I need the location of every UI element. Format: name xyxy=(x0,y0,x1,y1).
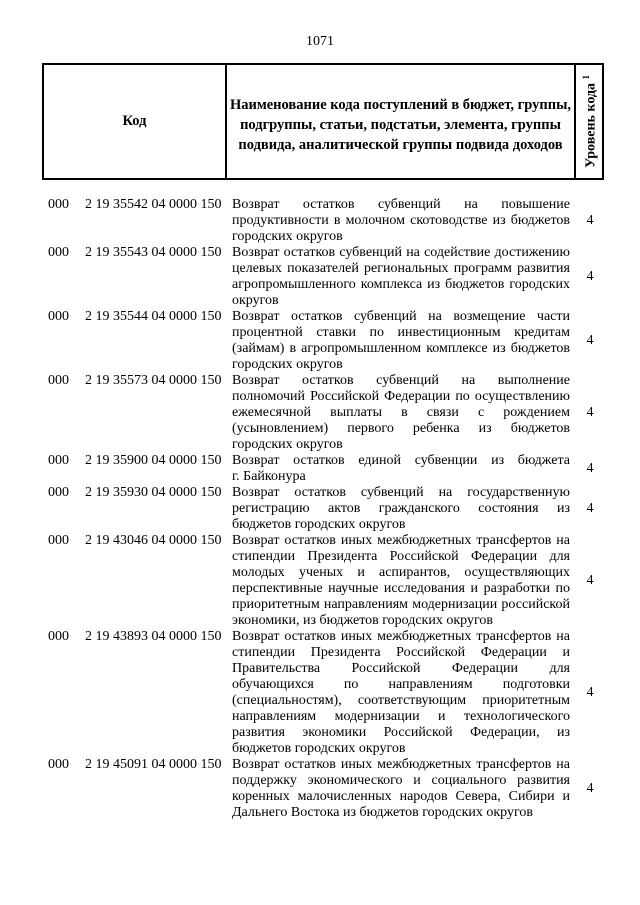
description-line: направлениям модернизации и технологического xyxy=(232,709,570,724)
header-level-text: Уровень кода xyxy=(583,83,599,168)
description-line: Возврат остатков иных межбюджетных трансфертов на xyxy=(232,757,570,772)
page-number: 1071 xyxy=(306,34,334,49)
level-cell: 4 xyxy=(586,461,594,476)
revenue-code-cell: 2 19 35543 04 0000 150 xyxy=(85,245,222,260)
description-line: (специальностям), соответствующим приоритетным xyxy=(232,693,570,708)
description-line: ежемесячной выплаты в связи с рождением xyxy=(232,405,570,420)
table-row xyxy=(42,453,604,485)
admin-code-cell: 000 xyxy=(48,373,69,388)
description-line: Возврат остатков субвенций на выполнение xyxy=(232,373,570,388)
admin-code-cell: 000 xyxy=(48,485,69,500)
description-line: стипендии Президента Российской Федерации и xyxy=(232,645,570,660)
description-line: бюджетов городских округов xyxy=(232,741,406,756)
header-name-line: Наименование кода поступлений в бюджет, группы, xyxy=(229,96,572,113)
admin-code-cell: 000 xyxy=(48,245,69,260)
table-row xyxy=(42,629,604,757)
revenue-code-cell: 2 19 35573 04 0000 150 xyxy=(85,373,222,388)
table-body xyxy=(42,197,604,821)
description-cell xyxy=(227,309,576,373)
description-line: Возврат остатков иных межбюджетных трансфертов на xyxy=(232,629,570,644)
header-level-label xyxy=(578,75,600,168)
description-line: перспективные научные исследования и разработки по xyxy=(232,581,570,596)
header-name-label xyxy=(227,65,576,178)
admin-code-cell: 000 xyxy=(48,197,69,212)
description-line: городских округов xyxy=(232,357,343,372)
level-cell: 4 xyxy=(586,685,594,700)
level-cell: 4 xyxy=(586,213,594,228)
admin-code-cell: 000 xyxy=(48,309,69,324)
description-line: Возврат остатков субвенций на содействие достижению xyxy=(232,245,570,260)
description-line: Правительства Российской Федерации для xyxy=(232,661,570,676)
description-cell xyxy=(227,197,576,245)
description-line: развития экономики Российской Федерации, из xyxy=(232,725,570,740)
description-line: молодых ученых и аспирантов, осуществляющих xyxy=(232,565,570,580)
revenue-code-cell: 2 19 35900 04 0000 150 xyxy=(85,453,222,468)
header-level-footnote: 1 xyxy=(581,75,592,80)
description-line: Возврат остатков иных межбюджетных трансфертов на xyxy=(232,533,570,548)
description-line: целевых показателей региональных программ развития xyxy=(232,261,570,276)
description-line: приоритетным направлениям модернизации российской xyxy=(232,597,570,612)
revenue-code-cell: 2 19 43046 04 0000 150 xyxy=(85,533,222,548)
description-line: экономики, из бюджетов городских округов xyxy=(232,613,493,628)
revenue-code-cell: 2 19 35930 04 0000 150 xyxy=(85,485,222,500)
revenue-code-cell: 2 19 45091 04 0000 150 xyxy=(85,757,222,772)
level-cell: 4 xyxy=(586,781,594,796)
table-row xyxy=(42,485,604,533)
description-line: г. Байконура xyxy=(232,469,306,484)
description-cell xyxy=(227,757,576,821)
description-line: Возврат остатков субвенций на государственную xyxy=(232,485,570,500)
table-header xyxy=(42,63,604,180)
description-line: процентной ставки по инвестиционным кредитам xyxy=(232,325,570,340)
description-line: Возврат остатков субвенций на повышение xyxy=(232,197,570,212)
description-line: городских округов xyxy=(232,229,343,244)
header-name-line: подгруппы, статьи, подстатьи, элемента, группы xyxy=(240,116,561,133)
admin-code-cell: 000 xyxy=(48,629,69,644)
revenue-code-cell: 2 19 43893 04 0000 150 xyxy=(85,629,222,644)
description-cell xyxy=(227,533,576,629)
description-line: поддержку экономического и социального развития xyxy=(232,773,570,788)
admin-code-cell: 000 xyxy=(48,453,69,468)
table-row xyxy=(42,245,604,309)
description-cell xyxy=(227,453,576,485)
description-line: Дальнего Востока из бюджетов городских округов xyxy=(232,805,533,820)
level-cell: 4 xyxy=(586,269,594,284)
description-line: (усыновлением) первого ребенка из бюджетов xyxy=(232,421,570,436)
description-cell xyxy=(227,373,576,453)
description-line: обучающихся по направлениям подготовки xyxy=(232,677,570,692)
level-cell: 4 xyxy=(586,501,594,516)
description-line: городских округов xyxy=(232,437,343,452)
description-line: Возврат остатков субвенций на возмещение части xyxy=(232,309,570,324)
description-cell xyxy=(227,629,576,757)
header-name-line: подвида, аналитической группы подвида доходов xyxy=(238,136,563,153)
description-line: полномочий Российской Федерации по осуществлению xyxy=(232,389,570,404)
description-line: продуктивности в молочном скотоводстве из бюджетов xyxy=(232,213,570,228)
level-cell: 4 xyxy=(586,573,594,588)
header-level-cell xyxy=(576,65,602,178)
description-line: коренных малочисленных народов Севера, Сибири и xyxy=(232,789,570,804)
admin-code-cell: 000 xyxy=(48,757,69,772)
description-line: (займам) в агропромышленном комплексе из бюджетов xyxy=(232,341,570,356)
description-cell xyxy=(227,245,576,309)
admin-code-cell: 000 xyxy=(48,533,69,548)
level-cell: 4 xyxy=(586,333,594,348)
header-code-label: Код xyxy=(44,65,227,178)
description-line: бюджетов городских округов xyxy=(232,517,406,532)
table-row xyxy=(42,309,604,373)
table-row xyxy=(42,757,604,821)
description-line: округов xyxy=(232,293,279,308)
level-cell: 4 xyxy=(586,405,594,420)
table-row xyxy=(42,197,604,245)
table-row xyxy=(42,533,604,629)
revenue-code-cell: 2 19 35542 04 0000 150 xyxy=(85,197,222,212)
description-line: Возврат остатков единой субвенции из бюджета xyxy=(232,453,570,468)
description-line: регистрацию актов гражданского состояния из xyxy=(232,501,570,516)
description-cell xyxy=(227,485,576,533)
description-line: агропромышленного комплекса из бюджетов городских xyxy=(232,277,570,292)
description-line: стипендии Президента Российской Федерации для xyxy=(232,549,570,564)
revenue-code-cell: 2 19 35544 04 0000 150 xyxy=(85,309,222,324)
table-row xyxy=(42,373,604,453)
